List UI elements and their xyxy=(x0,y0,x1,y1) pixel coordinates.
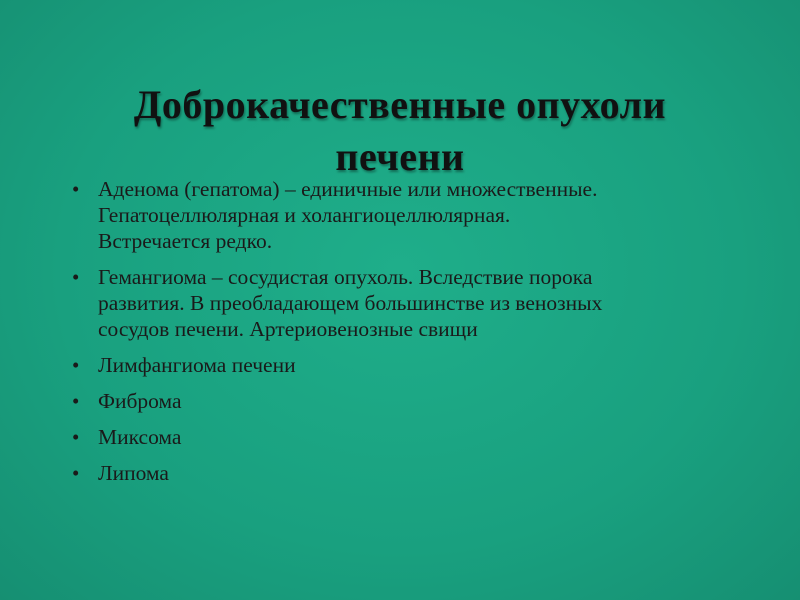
bullet-text-line: сосудов печени. Артериовенозные свищи xyxy=(98,317,478,341)
bullet-text-line: Лимфангиома печени xyxy=(98,353,296,377)
bullet-text-line: Липома xyxy=(98,461,169,485)
bullet-icon: • xyxy=(72,177,80,201)
bullet-list xyxy=(70,176,750,496)
bullet-text-line: Фиброма xyxy=(98,389,182,413)
slide-title-line: печени xyxy=(335,133,465,179)
bullet-text-line: Встречается редко. xyxy=(98,229,273,253)
bullet-icon: • xyxy=(72,389,80,413)
bullet-item-lymphangioma xyxy=(70,352,750,378)
bullet-item-hemangioma xyxy=(70,264,750,342)
bullet-item-lipoma xyxy=(70,460,750,486)
bullet-text-line: Гемангиома – сосудистая опухоль. Вследствие порока xyxy=(98,265,593,289)
bullet-icon: • xyxy=(72,265,80,289)
slide-title xyxy=(60,79,740,183)
bullet-item-myxoma xyxy=(70,424,750,450)
bullet-icon: • xyxy=(72,353,80,377)
bullet-icon: • xyxy=(72,461,80,485)
bullet-text-line: Гепатоцеллюлярная и холангиоцеллюлярная. xyxy=(98,203,511,227)
bullet-item-adenoma xyxy=(70,176,750,254)
bullet-text-line: развития. В преобладающем большинстве из венозных xyxy=(98,291,603,315)
bullet-icon: • xyxy=(72,425,80,449)
bullet-text-line: Аденома (гепатома) – единичные или множественные. xyxy=(98,177,598,201)
bullet-text-line: Миксома xyxy=(98,425,182,449)
bullet-item-fibroma xyxy=(70,388,750,414)
slide-title-line: Доброкачественные опухоли xyxy=(133,81,667,127)
